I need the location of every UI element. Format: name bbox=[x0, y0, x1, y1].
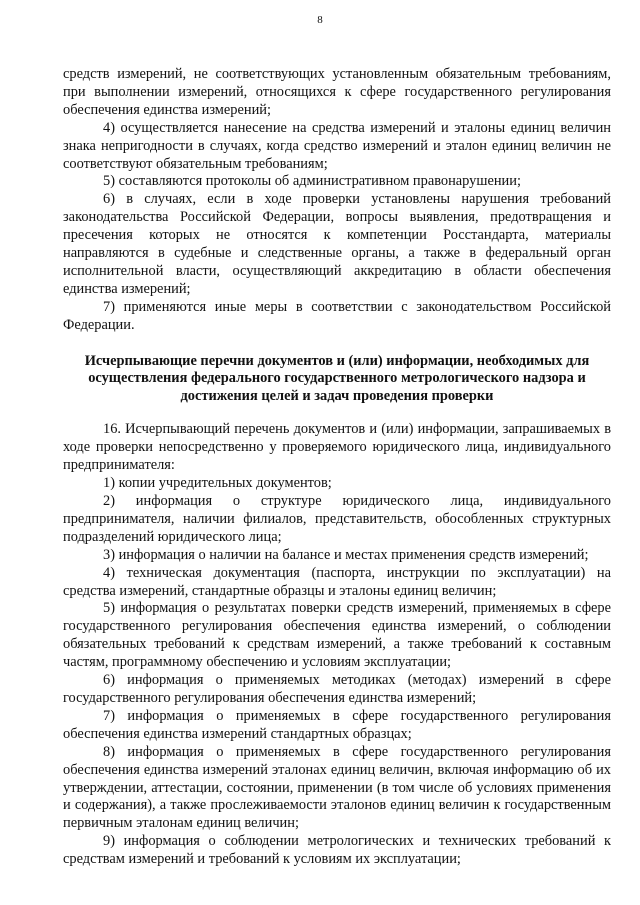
list-item-4: 4) техническая документация (паспорта, инструкции по эксплуатации) на средства измерений, стандартные образцы и эталоны единиц величин; bbox=[63, 564, 611, 599]
list-item-7: 7) информация о применяемых в сфере государственного регулирования обеспечения единства измерений стандартных образцах; bbox=[63, 707, 611, 742]
paragraph-item-4: 4) осуществляется нанесение на средства измерений и эталоны единиц величин знака непригодности в случаях, когда средство измерений и эталон единиц величин не соответствуют обязательным требованиям; bbox=[63, 119, 611, 172]
paragraph-continuation: средств измерений, не соответствующих установленным обязательным требованиям, при выполнении измерений, относящихся к сфере государственного регулирования обеспечения единства измерений; bbox=[63, 66, 611, 118]
list-item-5: 5) информация о результатах поверки средств измерений, применяемых в сфере государственного регулирования обеспечения единства измерений, о соблюдении обязательных требований к средствам измерений, а также требований к составным частям, программному обеспечению и условиям эксплуатации; bbox=[63, 600, 611, 671]
document-body bbox=[63, 66, 611, 869]
section-heading: Исчерпывающие перечни документов и (или) информации, необходимых для осуществления федерального государственного метрологического надзора и достижения целей и задач проведения проверки bbox=[84, 352, 590, 404]
list-item-3: 3) информация о наличии на балансе и местах применения средств измерений; bbox=[103, 546, 589, 563]
list-item-2: 2) информация о структуре юридического лица, индивидуального предпринимателя, наличии филиалов, представительств, обособленных структурных подразделений юридического лица; bbox=[63, 493, 611, 545]
list-item-8: 8) информация о применяемых в сфере государственного регулирования обеспечения единства измерений эталонах единиц величин, включая информацию об их утверждении, аттестации, состоянии, применении (в том числе об условиях применения и содержания), а также прослеживаемости эталонов единиц величин к государственным первичным эталонам единиц величин; bbox=[63, 743, 611, 832]
page-number: 8 bbox=[317, 14, 323, 26]
paragraph-16: 16. Исчерпывающий перечень документов и (или) информации, запрашиваемых в ходе проверки непосредственно у проверяемого юридического лица, индивидуального предпринимателя: bbox=[63, 421, 611, 474]
paragraph-item-6: 6) в случаях, если в ходе проверки установлены нарушения требований законодательства Российской Федерации, вопросы выявления, предотвращения и пресечения которых не относятся к компетенции Росстандарта, материалы направляются в судебные и следственные органы, а также в федеральный орган исполнительной власти, осуществляющий аккредитацию в области обеспечения единства измерений; bbox=[63, 191, 611, 297]
list-item-1: 1) копии учредительных документов; bbox=[103, 475, 332, 492]
list-item-6: 6) информация о применяемых методиках (методах) измерений в сфере государственного регулирования обеспечения единства измерений; bbox=[63, 672, 611, 706]
paragraph-item-7: 7) применяются иные меры в соответствии с законодательством Российской Федерации. bbox=[63, 298, 611, 333]
list-item-9: 9) информация о соблюдении метрологических и технических требований к средствам измерений и требований к условиям их эксплуатации; bbox=[63, 833, 611, 868]
paragraph-item-5: 5) составляются протоколы об административном правонарушении; bbox=[103, 173, 521, 190]
